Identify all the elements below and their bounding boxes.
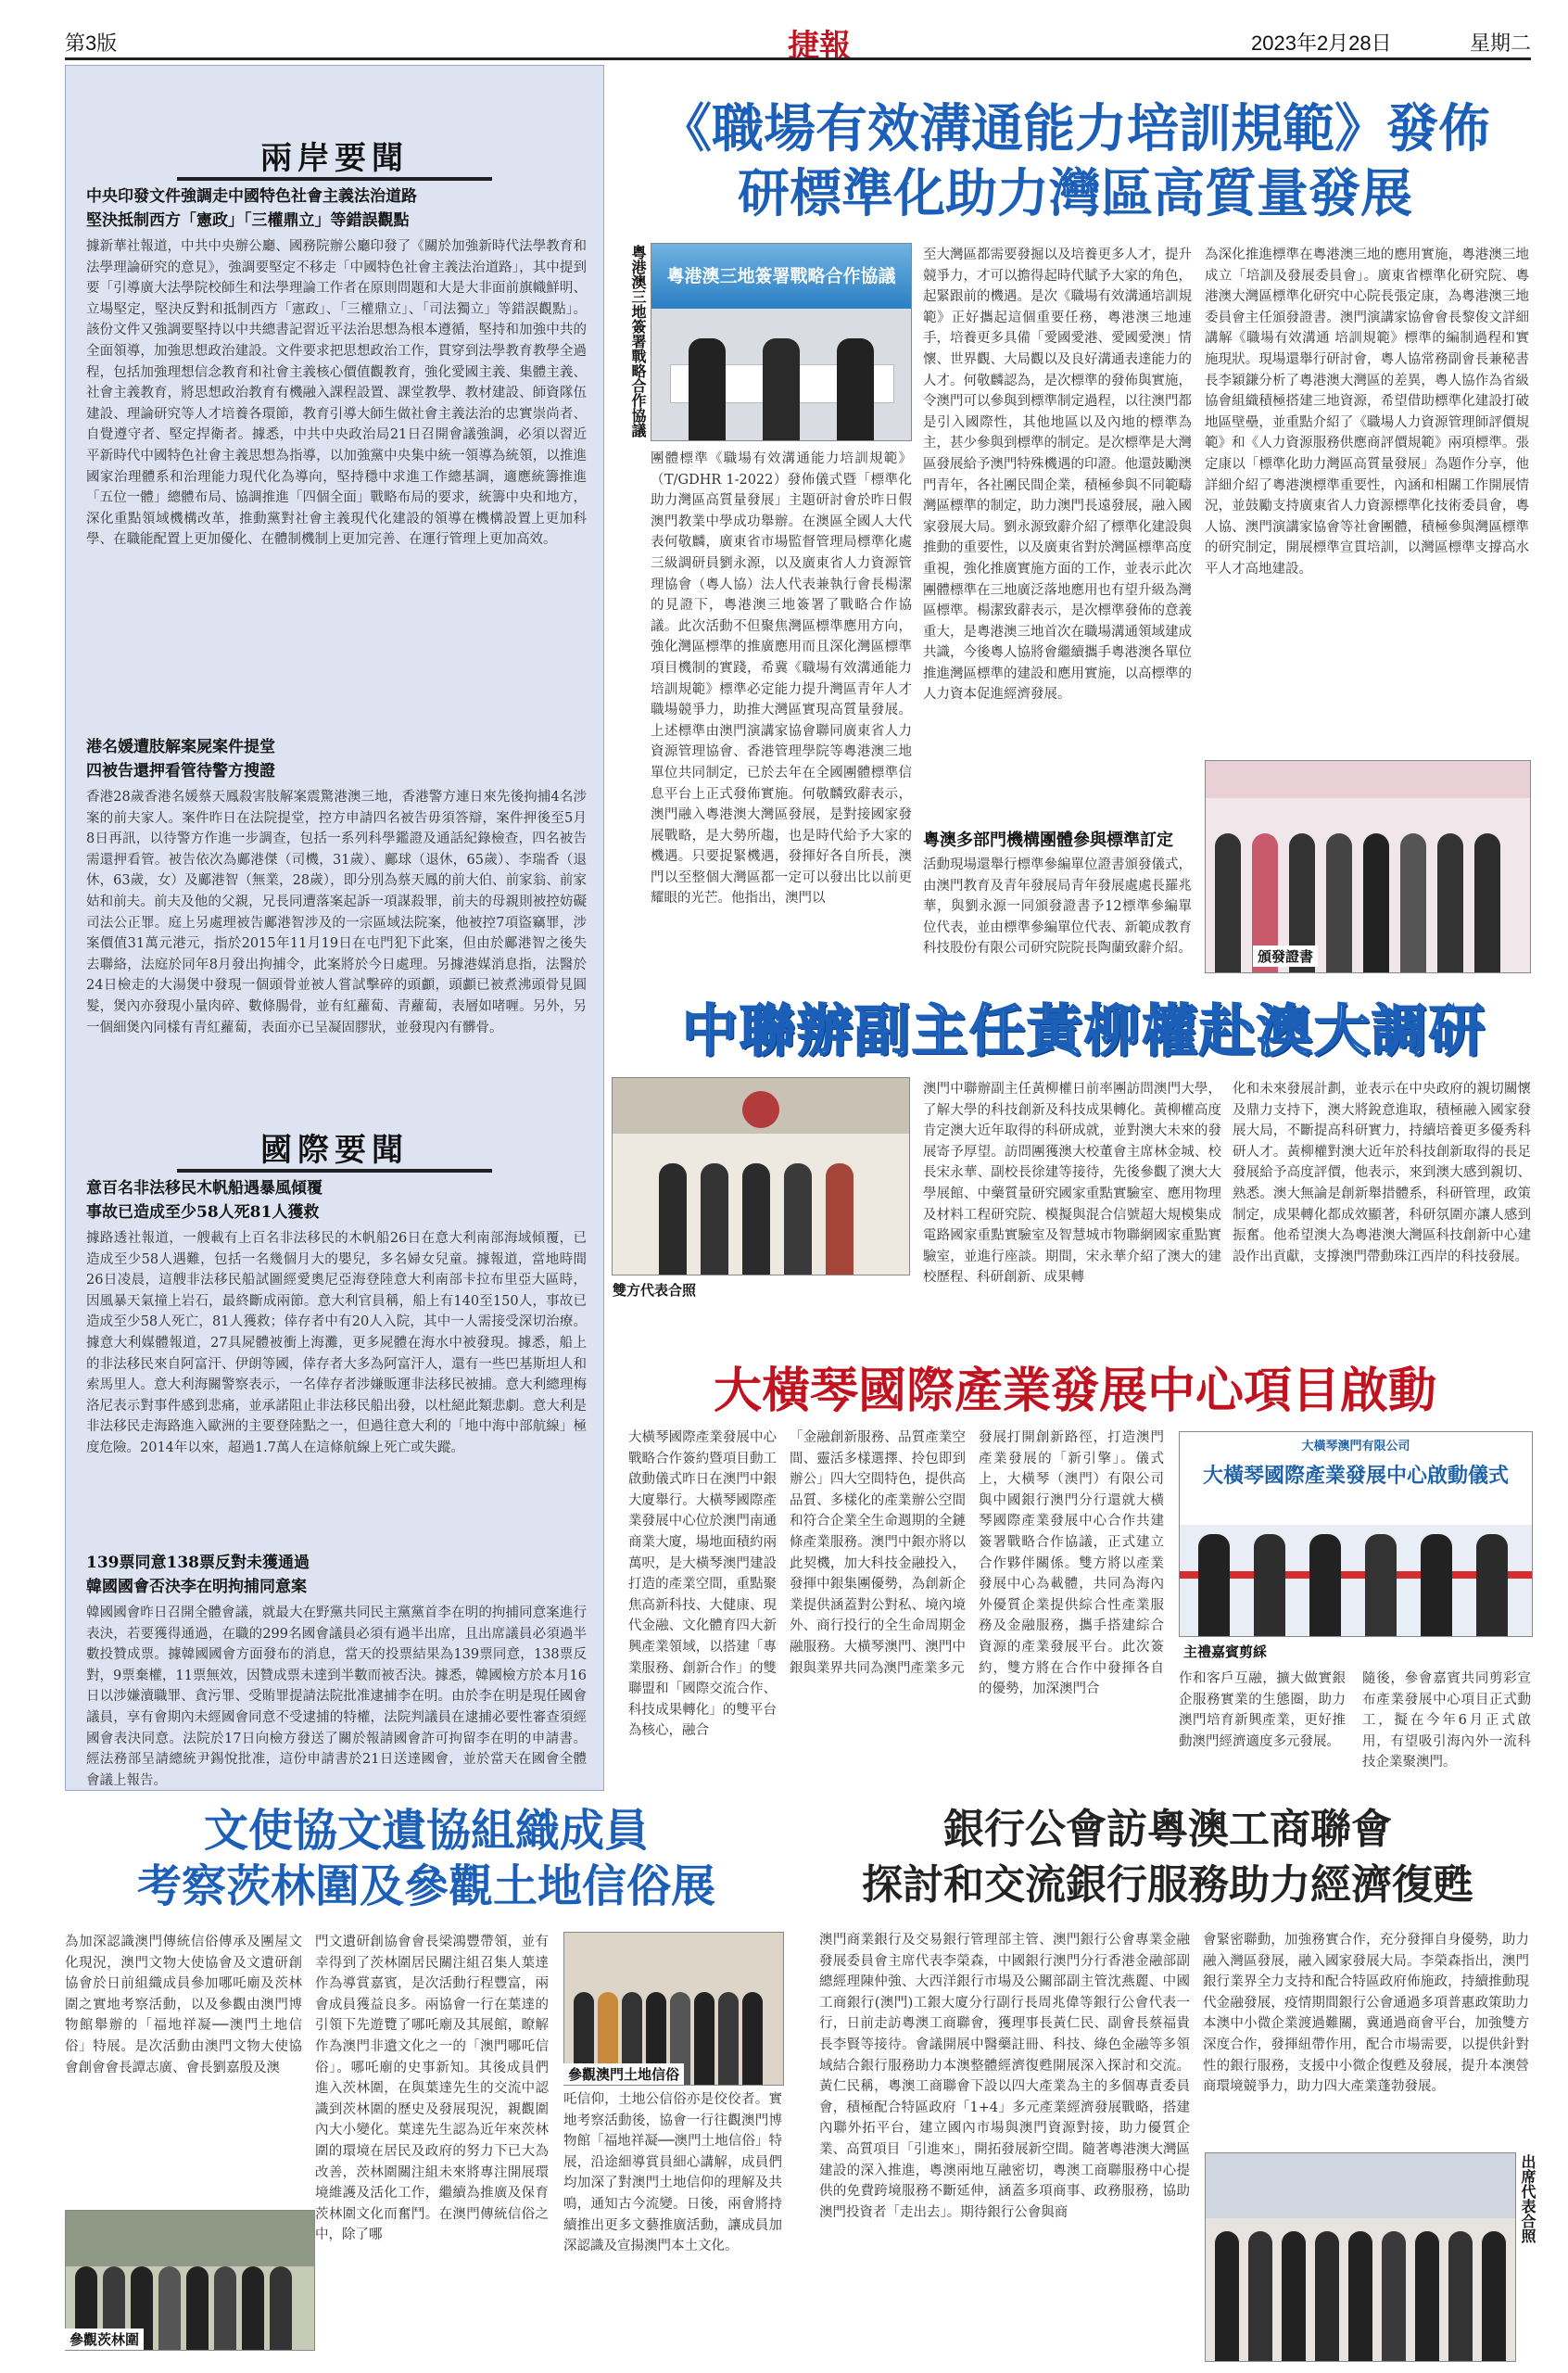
article-4-body: 韓國國會昨日召開全體會議，就最大在野黨共同民主黨黨首李在明的拘捕同意案進行表決，若要獲得通過，在職的299名國會議員必須有過半出席，且出席議員必須過半數投贊成票。據韓國國會方面發布的消息，當天的投票結果為139票同意，138票反對，9票棄權，11票無效，因贊成票未達到半數而被否決。據悉，韓國檢方於本月16日以涉嫌瀆職罪、貪污罪、受賄罪提請法院批准逮捕李在明。由於李在明是現任國會議員，享有會期內未經國會同意不受逮捕的特權，法院判議員在逮捕必要性審查須經國會表決同意。法院於17日向檢方發送了關於報請國會許可拘留李在明的申請書。經法務部呈請總統尹錫悅批准，這份申請書於21日送達國會，並於當天在國會全體會議上報告。 (86, 1605, 587, 1788)
story1-column2: 至大灣區都需要發掘以及培養更多人才，提升競爭力，才可以擔得起時代賦予大家的角色，起緊跟前的機遇。是次《職場有效溝通培訓規範》正好攜起這個重要任務，粵港澳三地連手，培養更多具備「愛國愛港、愛國愛澳」情懷、世界觀、大局觀以及良好溝通表達能力的人才。何敬麟認為，是次標準的發佈與實施，令澳門可以參與到標準制定過程，以往澳門都是引入國際性，其他地區以及內地的標準為主，甚少參與到標準的制定。是次標準是大灣區發展給予澳門特殊機遇的印證。他還鼓勵澳門青年，各社團民間企業，積極參與不同範疇灣區標準的制定，助力澳門長遠發展，融入國家發展大局。劉永源致辭介紹了標準化建設與推動的重要性，以及廣東省對於灣區標準高度重視，強化推廣實施方面的工作，並表示此次團體標準在三地廣泛落地應用也有望升級為灣區標準。楊潔致辭表示，是次標準發佈的意義重大，是粵港澳三地首次在職場溝通領域建成共識，今後粵人協將會繼續攜手粵港澳各單位推進灣區標準的建設和應用實施，以高標準的人力資本促進經濟發展。 (923, 247, 1192, 703)
story5-title-line1: 銀行公會訪粵澳工商聯會 (943, 1806, 1392, 1853)
masthead-logo: 捷報 (788, 28, 851, 65)
page-header (65, 19, 1531, 65)
story1-subheading: 粵澳多部門機構團體參與標準訂定 (923, 831, 1173, 850)
certificate-photo-caption: 頒發證書 (1253, 945, 1318, 967)
story4-column3: 吒信仰，土地公信俗亦是佼佼者。實地考察活動後，協會一行往觀澳門博物館「福地祥凝──澳門土地信俗」特展，沿途細導賞員細心講解，成員們均加深了對澳門土地信仰的理解及共鳴，通知古今流變。日後，兩會將持續推出更多文藝推廣活動，讓成員加深認識及宣揚澳門本土文化。 (563, 2092, 782, 2254)
story3-column2: 「金融創新服務、品質產業空間、靈活多樣選擇、拎包即到辦公」四大空間特色，提供高品質、多樣化的產業辦公空間和符合企業全生命週期的全鏈條產業服務。澳門中銀亦將以此契機，加大科技金融投入，發揮中銀集團優勢，為創新企業提供涵蓋對公對私、境內境外、商行投行的全生命周期金融服務。大橫琴澳門、澳門中銀與業界共同為澳門產業多元 (790, 1430, 966, 1676)
section-underline (177, 1169, 492, 1173)
issue-date: 2023年2月28日 (1251, 32, 1392, 55)
issue-weekday: 星期二 (1469, 32, 1531, 56)
story1-column3: 為深化推進標準在粵港澳三地的應用實施，粵港澳三地成立「培訓及發展委員會」。廣東省標準化研究院、粵港澳大灣區標準化研究中心院長張定康，為粵港澳三地委員會主任頒發證書。澳門演講家協會會長黎俊文詳細講解《職場有效溝通 培訓規範》標準的編制過程和實施現狀。現場還舉行研討會，粵人協常務副會長兼秘書長李穎鎌分析了粵港澳大灣區的差異，粵人協作為省級協會組織積極搭建三地資源，希望借助標準化建設打破地區壁壘，並重點介紹了《職場人力資源管理師評價規範》和《人力資源服務供應商評價規範》兩項標準。張定康以「標準化助力灣區高質量發展」為題作分享，他詳細介紹了粵港澳標準重要性，內涵和相關工作開展情況，並鼓勵支持廣東省人力資源標準化技術委員會，粵人協、澳門演講家協會等社會團體，積極參與灣區標準的研究制定，開展標準宣貫培訓，以灣區標準支撐高水平人才高地建設。 (1205, 247, 1529, 577)
headline-3a: 意百名非法移民木帆船遇暴風傾覆 (86, 1179, 322, 1198)
signing-ceremony-photo (651, 243, 912, 441)
story4-column2: 門文遺研創協會會長梁鴻豐帶領，並有幸得到了茨林圍居民關注組召集人葉達作為導賞嘉賓，是次活動行程豐富，兩會成員獲益良多。兩協會一行在葉達的引領下先遊覽了哪吒廟及其展館，瞭解作為澳門非遺文化之一的「澳門哪吒信俗」。哪吒廟的史事新知。其後成員們進入茨林圍，在與葉達先生的交流中認識到茨林圍的歷史及發展現況，親觀圍內大小變化。葉達先生認為近年來茨林圍的環境在居民及政府的努力下已大為改善，茨林圍關注組未來將專注開展環境維護及活化工作，繼續為推廣及保育茨林圍文化而奮鬥。在澳門傳統信俗之中，除了哪 (315, 1935, 549, 2243)
story5-column2: 會緊密聯動，加強務實合作，充分發揮自身優勢，助力融入灣區發展，融入國家發展大局。李榮森指出，澳門銀行業界全力支持和配合特區政府佈施政，持續推動現代金融發展，疫情期間銀行公會通過多項普惠政策助力本澳中小微企業渡過難關，冀通過商會平台，加強雙方深度合作，發揮紐帶作用，配合市場需要，以提供針對性的銀行服務，支援中小微企復甦及發展，提升本澳營商環境競爭力，助力四大產業蓬勃發展。 (1203, 1933, 1529, 2095)
story1-photo-caption: 粵港澳三地簽署戰略合作協議 (629, 245, 647, 438)
banner-company-name: 大橫琴澳門有限公司 (1301, 1440, 1410, 1453)
headline-3b: 事故已造成至少58人死81人獲救 (86, 1203, 320, 1222)
story3-column1: 大橫琴國際產業發展中心戰略合作簽約暨項目動工啟動儀式昨日在澳門中銀大廈舉行。大橫琴國際產業發展中心位於澳門南通商業大廈，場地面積約兩萬呎，是大橫琴澳門建設打造的產業空間，重點聚焦高新科技、大健康、現代金融、文化體育四大新興產業領域，以搭建「專業服務、創新合作」的雙聯盟和「國際交流合作、科技成果轉化」的雙平台為核心，融合 (628, 1430, 777, 1739)
story1-column2b: 活動現場還舉行標準參編單位證書頒發儀式，由澳門教育及青年發展局青年發展處處長羅兆華，與劉永源一同頒發證書予12標準參編單位代表，並由標準參編單位代表、新範成教育科技股份有限公司研究院院長陶蘭致辭介紹。 (923, 857, 1192, 957)
headline-1a: 中央印發文件強調走中國特色社會主義法治道路 (86, 187, 417, 206)
certificate-ceremony-photo (1205, 760, 1531, 973)
story1-title-line2: 研標準化助力灣區高質量發展 (738, 163, 1412, 224)
story5-column1: 澳門商業銀行及交易銀行管理部主管、澳門銀行公會專業金融發展委員會主席代表李榮森，中國銀行澳門分行香港金融部副總經理陳仲強、大西洋銀行市場及公關部副主管沈燕麗、中國工商銀行(澳門)工銀大廈分行副行長周兆偉等銀行公會代表一行，日前走訪粵澳工商聯會，獲理事長黃仁民、副會長蔡福貴長李賢等接待。會議開展中醫藥註冊、科技、綠色金融等多領域結合銀行服務助力本澳整體經濟復甦開展深入探討和交流。黃仁民稱，粵澳工商聯會下設以四大產業為主的多個專責委員會，積極配合特區政府「1+4」多元產業經濟發展戰略，搭建內聯外拓平台，建立國內市場與澳門資源對接，助力優質企業、高質項目「引進來」，開拓發展新空間。隨著粵港澳大灣區建設的深入推進，粵澳兩地互融密切，粵澳工商聯服務中心提供的免費跨境服務不斷延伸，涵蓋多項商事、政務服務，協助澳門投資者「走出去」。期待銀行公會與商 (819, 1933, 1190, 2220)
banner-event-text: 大橫琴國際產業發展中心啟動儀式 (1202, 1465, 1509, 1488)
delegation-group-photo (612, 1077, 910, 1275)
article-2-body: 香港28歲香港名媛蔡天鳳殺害肢解案震驚港澳三地，香港警方連日來先後拘捕4名涉案的前夫家人。案件昨日在法院提堂，控方申請四名被告毋須答辯，案件押後至5月8日再訊，以待警方作進一步調查，包括一系列科學鑑證及通話紀錄檢查，四名被告需還押看管。被告依次為鄺港傑（司機，31歲）、鄺球（退休，65歲）、李瑞香（退休，63歲，女）及鄺港智（無業，28歲），即分別為蔡天鳳的前大伯、前家翁、前家姑和前夫。前夫及他的父親，兄長同遭落案起訴一項謀殺罪，前夫的母親則被控妨礙司法公正罪。庭上另處理被告鄺港智涉及的一宗區域法院案，他被控7項盜竊罪，涉案價值31萬元港元，指於2015年11月19日在屯門犯下此案，但由於鄺港智之後失去聯絡，法庭於同年8月發出拘捕令，此案將於今日處理。另據港媒消息指，法醫於24日檢走的大湯煲中發現一個頭骨並被人嘗試擊碎的頭顱，頭顱已被煮沸頭骨見圓髮，煲內亦發現小量肉碎、數條腸骨，並有紅蘿蔔、青蘿蔔，表層如啫喱。另外，另一個細煲內同樣有青紅蘿蔔，表面亦已呈凝固膠狀，並發現內有髒骨。 (86, 790, 587, 1035)
story2-column2: 化和未來發展計劃，並表示在中央政府的親切關懷及鼎力支持下，澳大將銳意進取，積極融入國家發展大局，不斷提高科研實力，持續培養更多優秀科研人才。黃柳權對澳大近年於科技創新取得的長足發展給予高度評價，他表示，來到澳大感到親切、熟悉。澳大無論是創新舉措體系，科研管理，政策制定，成果轉化都成效顯著，科研氛圍亦讓人感到振奮。他希望澳大為粵港澳大灣區科技創新中心建設作出貢獻，支撐澳門帶動珠江西岸的科技發展。 (1233, 1082, 1531, 1264)
story1-column1: 團體標準《職場有效溝通能力培訓規範》（T/GDHR 1-2022）發佈儀式暨「標準化助力灣區高質量發展」主題研討會於昨日假澳門教業中學成功舉辦。在澳區全國人大代表何敬麟，廣東省市場監督管理局標準化處三級調研員劉永源，以及廣東省人力資源管理協會（粵人協）法人代表兼執行會長楊潔的見證下，粵港澳三地簽署了戰略合作協議。此次活動不但聚焦灣區標準應用方向，強化灣區標準的推廣應用而且深化灣區標準項目機制的實踐，希冀《職場有效溝通能力培訓規範》標準必定能力提升灣區青年人才職場競爭力，助推大灣區實現高質量發展。上述標準由澳門演講家協會聯同廣東省人力資源管理協會、香港管理學院等粵港澳三地單位共同制定，已於去年在全國團體標準信息平台上正式發佈實施。何敬麟致辭表示，澳門融入粵港澳大灣區發展，是對接國家發展戰略，是大勢所趨，也是時代給予大家的機遇。只要捉緊機遇，發揮好各自所長，澳門以至整個大灣區都一定可以發出比以前更耀眼的光芒。他指出，澳門以 (651, 451, 912, 907)
story3-column4a: 作和客戶互融，擴大做實銀企服務實業的生態圈，助力澳門培育新興產業，更好推動澳門經濟適度多元發展。 (1179, 1671, 1346, 1749)
ribbon-cutting-photo (1179, 1431, 1533, 1637)
story4-title-line1: 文使協文遺協組織成員 (203, 1805, 649, 1857)
earth-god-photo-caption: 參觀澳門土地信俗 (563, 2063, 684, 2085)
headline-2a: 港名媛遭肢解案屍案件提堂 (86, 738, 275, 756)
news-sidebar (65, 65, 604, 1791)
story2-column1: 澳門中聯辦副主任黃柳權日前率團訪問澳門大學，了解大學的科技創新及科技成果轉化。黃柳權高度肯定澳大近年取得的科研成就，並對澳大未來的發展寄予厚望。訪問團獲澳大校董會主席林金城、校長宋永華、副校長徐建等接待，先後參觀了澳大大學展館、中藥質量研究國家重點實驗室、應用物理及材料工程研究院、模擬與混合信號超大規模集成電路國家重點實驗室及智慧城市物聯網國家重點實驗室，並進行座談。期間，宋永華介紹了澳大的建校歷程、科研創新、成果轉 (923, 1082, 1221, 1286)
story5-title-line2: 探討和交流銀行服務助力經濟復甦 (862, 1861, 1473, 1909)
article-1-body: 據新華社報道，中共中央辦公廳、國務院辦公廳印發了《關於加強新時代法學教育和法學理論研究的意見》，強調要堅定不移走「中國特色社會主義法治道路」，其中提到要「引導廣大法學院校師生和法學理論工作者在原則問題和大是大非面前旗幟鮮明、立場堅定，堅決反對和抵制西方「憲政」、「三權鼎立」、「司法獨立」等錯誤觀點」。該份文件又強調要堅持以中共總書記習近平法治思想為根本遵循，堅持和加強中共的全面領導，加強思想政治建設。文件要求把思想政治工作，貫穿到法學教育教學全過程，包括加強理想信念教育和社會主義核心價值觀教育，強化愛國主義、集體主義、社會主義教育，將思想政治教育有機融入課程設置、課堂教學、教材建設、師資隊伍建設、理論研究等人才培養各環節，教育引導大師生做社會主義法治的忠實崇尚者、自覺遵守者、堅定捍衛者。據悉，中共中央政治局21日召開會議強調，必須以習近平新時代中國特色社會主義思想為指導，以加強黨中央集中統一領導為統領，以推進國家治理體系和治理能力現代化為導向，堅持穩中求進工作總基調，適應統籌推進「五位一體」總體布局、協調推進「四個全面」戰略布局的要求，統籌中央和地方，深化重點領域機構改革，推動黨對社會主義現代化建設的領導在機構設置上更加科學、在職能配置上更加優化、在體制機制上更加完善、在運行管理上更加高效。 (86, 239, 587, 548)
page-number: 第3版 (65, 32, 118, 55)
section-underline (177, 177, 492, 181)
chaplin-photo-caption: 參觀茨林圍 (65, 2329, 144, 2350)
story3-column3: 發展打開創新路徑，打造澳門產業發展的「新引擎」。儀式上，大橫琴（澳門）有限公司與中國銀行澳門分行還就大橫琴國際產業發展中心合作共建簽署戰略合作協議，正式建立合作夥伴關係。雙方將以產業發展中心為載體，共同為海內外優質企業提供綜合性產業服務及金融服務，攜手搭建綜合資源的產業發展平台。此次簽約，雙方將在合作中發揮各自的優勢，加深澳門合 (979, 1430, 1164, 1697)
delegation-photo-caption: 雙方代表合照 (608, 1279, 701, 1301)
story3-title: 大橫琴國際產業發展中心項目啟動 (713, 1363, 1436, 1419)
story4-title-line2: 考察茨林圍及參觀土地信俗展 (136, 1860, 715, 1912)
story3-column4b: 隨後，參會嘉賓共同剪彩宣布產業發展中心項目正式動工，擬在今年6月正式啟用，有望吸引海內外一流科技企業聚澳門。 (1362, 1671, 1531, 1770)
backdrop-banner-text: 粵港澳三地簽署戰略合作協議 (666, 266, 896, 286)
section-title-cross-strait: 兩岸要聞 (260, 140, 409, 177)
story4-column1: 為加深認識澳門傳統信俗傳承及團屋文化現況，澳門文物大使協會及文遺研創協會於日前組織成員參加哪吒廟及茨林圍之實地考察活動，以及參觀由澳門博物館舉辦的「福地祥凝──澳門土地信俗」特展。是次活動由澳門文物大使協會創會會長譚志廣、會長劉嘉殷及澳 (65, 1935, 302, 2075)
header-rule (65, 57, 1531, 60)
headline-1b: 堅決抵制西方「憲政」「三權鼎立」等錯誤觀點 (86, 211, 410, 230)
headline-4b: 韓國國會否決李在明拘捕同意案 (86, 1578, 307, 1596)
story1-title-line1: 《職場有效溝通能力培訓規範》發佈 (660, 98, 1490, 159)
bankers-photo-caption: 出席代表合照 (1519, 2154, 1536, 2243)
bankers-group-photo (1205, 2152, 1516, 2362)
section-title-international: 國際要聞 (260, 1132, 409, 1169)
headline-2b: 四被告還押看管待警方搜證 (86, 762, 275, 780)
article-3-body: 據路透社報道，一艘載有上百名非法移民的木帆船26日在意大利南部海域傾覆，已造成至少58人遇難，包括一名幾個月大的嬰兒，多名婦女兒童。據報道，當地時間26日凌晨，這艘非法移民船試圖經愛奧尼亞海登陸意大利南部卡拉布里亞大區時，因風暴天氣撞上岩石，最終斷成兩節。意大利官員稱，船上有140至150人，事故已造成至少58人死亡，81人獲救；倖存者中有20人入院，其中一人需接受深切治療。據意大利媒體報道，27具屍體被衝上海灘，更多屍體在海水中被發現。據悉，船上的非法移民來自阿富汗、伊朗等國，倖存者大多為阿富汗人，還有一些巴基斯坦人和索馬里人。意大利海關警察表示，一名倖存者涉嫌販運非法移民被捕。意大利總理梅洛尼表示對事件感到悲痛，並承諾阻止非法移民船出發，以杜絕此類悲劇。意大利是非法移民走海路進入歐洲的主要登陸點之一，但過往意大利的「地中海中部航線」極度危險。2014年以來，超過1.7萬人在這條航線上死亡或失蹤。 (86, 1231, 587, 1455)
emblem-icon (742, 1091, 779, 1128)
headline-4a: 139票同意138票反對未獲通過 (86, 1554, 310, 1572)
ribbon-photo-caption: 主禮嘉賓剪綵 (1179, 1641, 1271, 1662)
story2-title: 中聯辦副主任黃柳權赴澳大調研 (682, 999, 1486, 1064)
